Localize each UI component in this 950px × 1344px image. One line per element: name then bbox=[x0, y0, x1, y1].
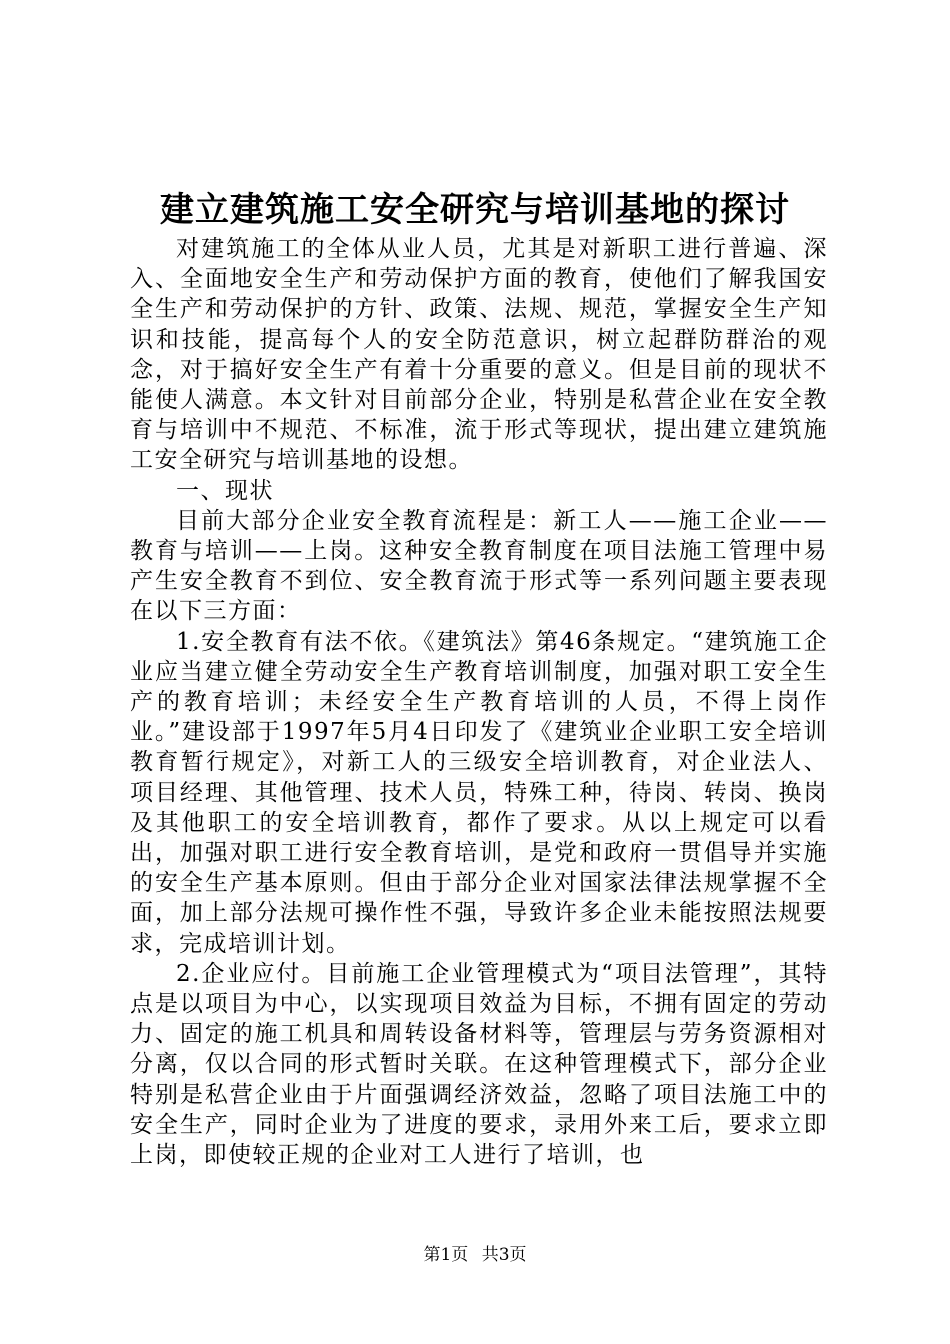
section-heading-status: 一、现状 bbox=[176, 477, 274, 504]
page-footer bbox=[0, 1243, 950, 1267]
paragraph-point-2: 2.企业应付。目前施工企业管理模式为“项目法管理”，其特点是以项目为中心，以实现项目效益为目标，不拥有固定的劳动力、固定的施工机具和周转设备材料等，管理层与劳务资源相对分离，仅以合同的形式暂时关联。在这种管理模式下，部分企业特别是私营企业由于片面强调经济效益，忽略了项目法施工中的安全生产，同时企业为了进度的要求，录用外来工后，要求立即上岗，即使较正规的企业对工人进行了培训，也 bbox=[130, 960, 828, 1169]
page-total: 共3页 bbox=[481, 1245, 527, 1265]
document-title: 建立建筑施工安全研究与培训基地的探讨 bbox=[160, 190, 790, 230]
paragraph-point-1: 1.安全教育有法不依。《建筑法》第46条规定。“建筑施工企业应当建立健全劳动安全生产教育培训制度，加强对职工安全生产的教育培训；未经安全生产教育培训的人员，不得上岗作业。”建设部于1997年5月4日印发了《建筑业企业职工安全培训教育暂行规定》，对新工人的三级安全培训教育，对企业法人、项目经理、其他管理、技术人员，特殊工种，待岗、转岗、换岗及其他职工的安全培训教育，都作了要求。从以上规定可以看出，加强对职工进行安全教育培训，是党和政府一贯倡导并实施的安全生产基本原则。但由于部分企业对国家法律法规掌握不全面，加上部分法规可操作性不强，导致许多企业未能按照法规要求，完成培训计划。 bbox=[130, 628, 828, 957]
page-number: 第1页 bbox=[423, 1245, 469, 1265]
document-body bbox=[130, 234, 828, 1170]
paragraph-intro: 对建筑施工的全体从业人员，尤其是对新职工进行普遍、深入、全面地安全生产和劳动保护方面的教育，使他们了解我国安全生产和劳动保护的方针、政策、法规、规范，掌握安全生产知识和技能，提高每个人的安全防范意识，树立起群防群治的观念，对于搞好安全生产有着十分重要的意义。但是目前的现状不能使人满意。本文针对目前部分企业，特别是私营企业在安全教育与培训中不规范、不标准，流于形式等现状，提出建立建筑施工安全研究与培训基地的设想。 bbox=[130, 236, 828, 474]
paragraph-status: 目前大部分企业安全教育流程是：新工人——施工企业——教育与培训——上岗。这种安全教育制度在项目法施工管理中易产生安全教育不到位、安全教育流于形式等一系列问题主要表现在以下三方面： bbox=[130, 507, 828, 625]
